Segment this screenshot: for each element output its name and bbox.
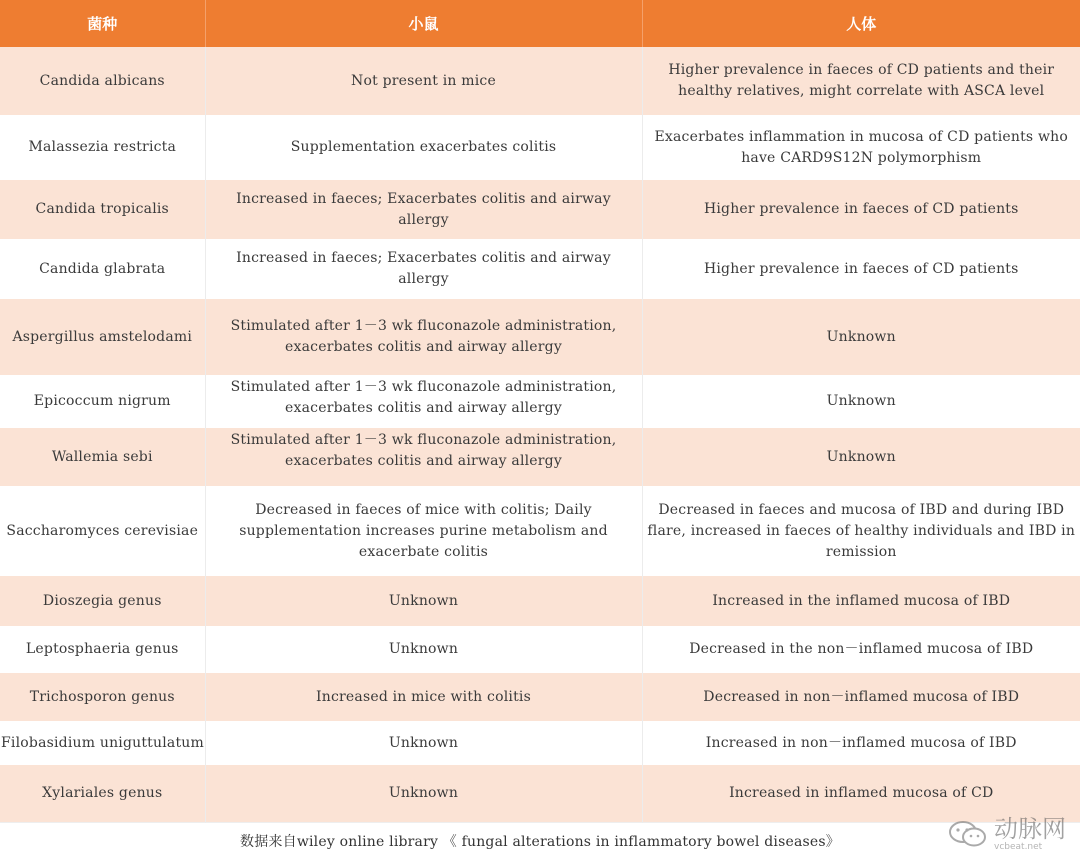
species-cell: Candida albicans <box>0 47 205 115</box>
human-cell: Unknown <box>642 428 1080 486</box>
mouse-cell: Unknown <box>205 765 642 822</box>
species-cell: Wallemia sebi <box>0 428 205 486</box>
human-cell: Exacerbates inflammation in mucosa of CD patients who have CARD9S12N polymorphism <box>642 115 1080 180</box>
mouse-cell: Increased in faeces; Exacerbates colitis and airway allergy <box>205 239 642 299</box>
table-row <box>0 115 1080 180</box>
species-cell: Filobasidium uniguttulatum <box>1 734 204 751</box>
table-row <box>0 765 1080 822</box>
mouse-cell: Stimulated after 1－3 wk fluconazole administration, exacerbates colitis and airway allergy <box>205 299 642 375</box>
human-cell: Higher prevalence in faeces of CD patients and their healthy relatives, might correlate with ASCA level <box>642 47 1080 115</box>
human-cell: Increased in the inflamed mucosa of IBD <box>642 576 1080 626</box>
species-cell: Xylariales genus <box>0 765 205 822</box>
table-row <box>0 239 1080 299</box>
header-human: 人体 <box>642 0 1080 47</box>
watermark-url: vcbeat.net <box>994 842 1043 852</box>
table-row <box>0 626 1080 673</box>
mouse-cell: Increased in faeces; Exacerbates colitis and airway allergy <box>205 180 642 239</box>
mouse-cell: Increased in mice with colitis <box>205 673 642 721</box>
human-cell: Decreased in the non－inflamed mucosa of IBD <box>642 626 1080 673</box>
species-cell: Leptosphaeria genus <box>0 626 205 673</box>
species-cell: Epicoccum nigrum <box>0 375 205 428</box>
header-species: 菌种 <box>0 0 205 47</box>
human-cell: Decreased in non－inflamed mucosa of IBD <box>642 673 1080 721</box>
table-row <box>0 721 1080 765</box>
table-row <box>0 576 1080 626</box>
human-cell: Higher prevalence in faeces of CD patients <box>642 180 1080 239</box>
mouse-cell: Unknown <box>205 576 642 626</box>
species-cell: Candida tropicalis <box>0 180 205 239</box>
table-row <box>0 486 1080 576</box>
human-cell: Increased in inflamed mucosa of CD <box>642 765 1080 822</box>
table-row <box>0 47 1080 115</box>
human-cell: Decreased in faeces and mucosa of IBD and during IBD flare, increased in faeces of healthy individuals and IBD in remission <box>642 486 1080 576</box>
mouse-cell: Unknown <box>205 721 642 765</box>
human-cell: Higher prevalence in faeces of CD patients <box>642 239 1080 299</box>
source-row <box>0 822 1080 862</box>
species-cell: Saccharomyces cerevisiae <box>0 486 205 576</box>
mouse-cell: Supplementation exacerbates colitis <box>205 115 642 180</box>
table-row <box>0 375 1080 428</box>
mouse-cell: Stimulated after 1－3 wk fluconazole administration, exacerbates colitis and airway allergy <box>230 378 617 416</box>
table-row <box>0 428 1080 486</box>
species-cell: Malassezia restricta <box>0 115 205 180</box>
species-cell: Aspergillus amstelodami <box>0 299 205 375</box>
table-row <box>0 180 1080 239</box>
table-row <box>0 299 1080 375</box>
human-cell: Increased in non－inflamed mucosa of IBD <box>642 721 1080 765</box>
watermark-name: 动脉网 <box>994 815 1066 843</box>
mouse-cell: Stimulated after 1－3 wk fluconazole administration, exacerbates colitis and airway allergy <box>230 431 617 469</box>
table-header-row <box>0 0 1080 47</box>
species-cell: Trichosporon genus <box>0 673 205 721</box>
mouse-cell: Unknown <box>205 626 642 673</box>
mouse-cell: Not present in mice <box>205 47 642 115</box>
header-mouse: 小鼠 <box>205 0 642 47</box>
human-cell: Unknown <box>642 375 1080 428</box>
species-cell: Candida glabrata <box>0 239 205 299</box>
wechat-icon <box>948 819 988 849</box>
human-cell: Unknown <box>642 299 1080 375</box>
watermark <box>948 816 1066 852</box>
source-note: 数据来自wiley online library 《 fungal alterations in inflammatory bowel diseases》 <box>0 822 1080 862</box>
table-row <box>0 673 1080 721</box>
mouse-cell: Decreased in faeces of mice with colitis; Daily supplementation increases purine metabolism and exacerbate colitis <box>205 486 642 576</box>
species-cell: Dioszegia genus <box>0 576 205 626</box>
